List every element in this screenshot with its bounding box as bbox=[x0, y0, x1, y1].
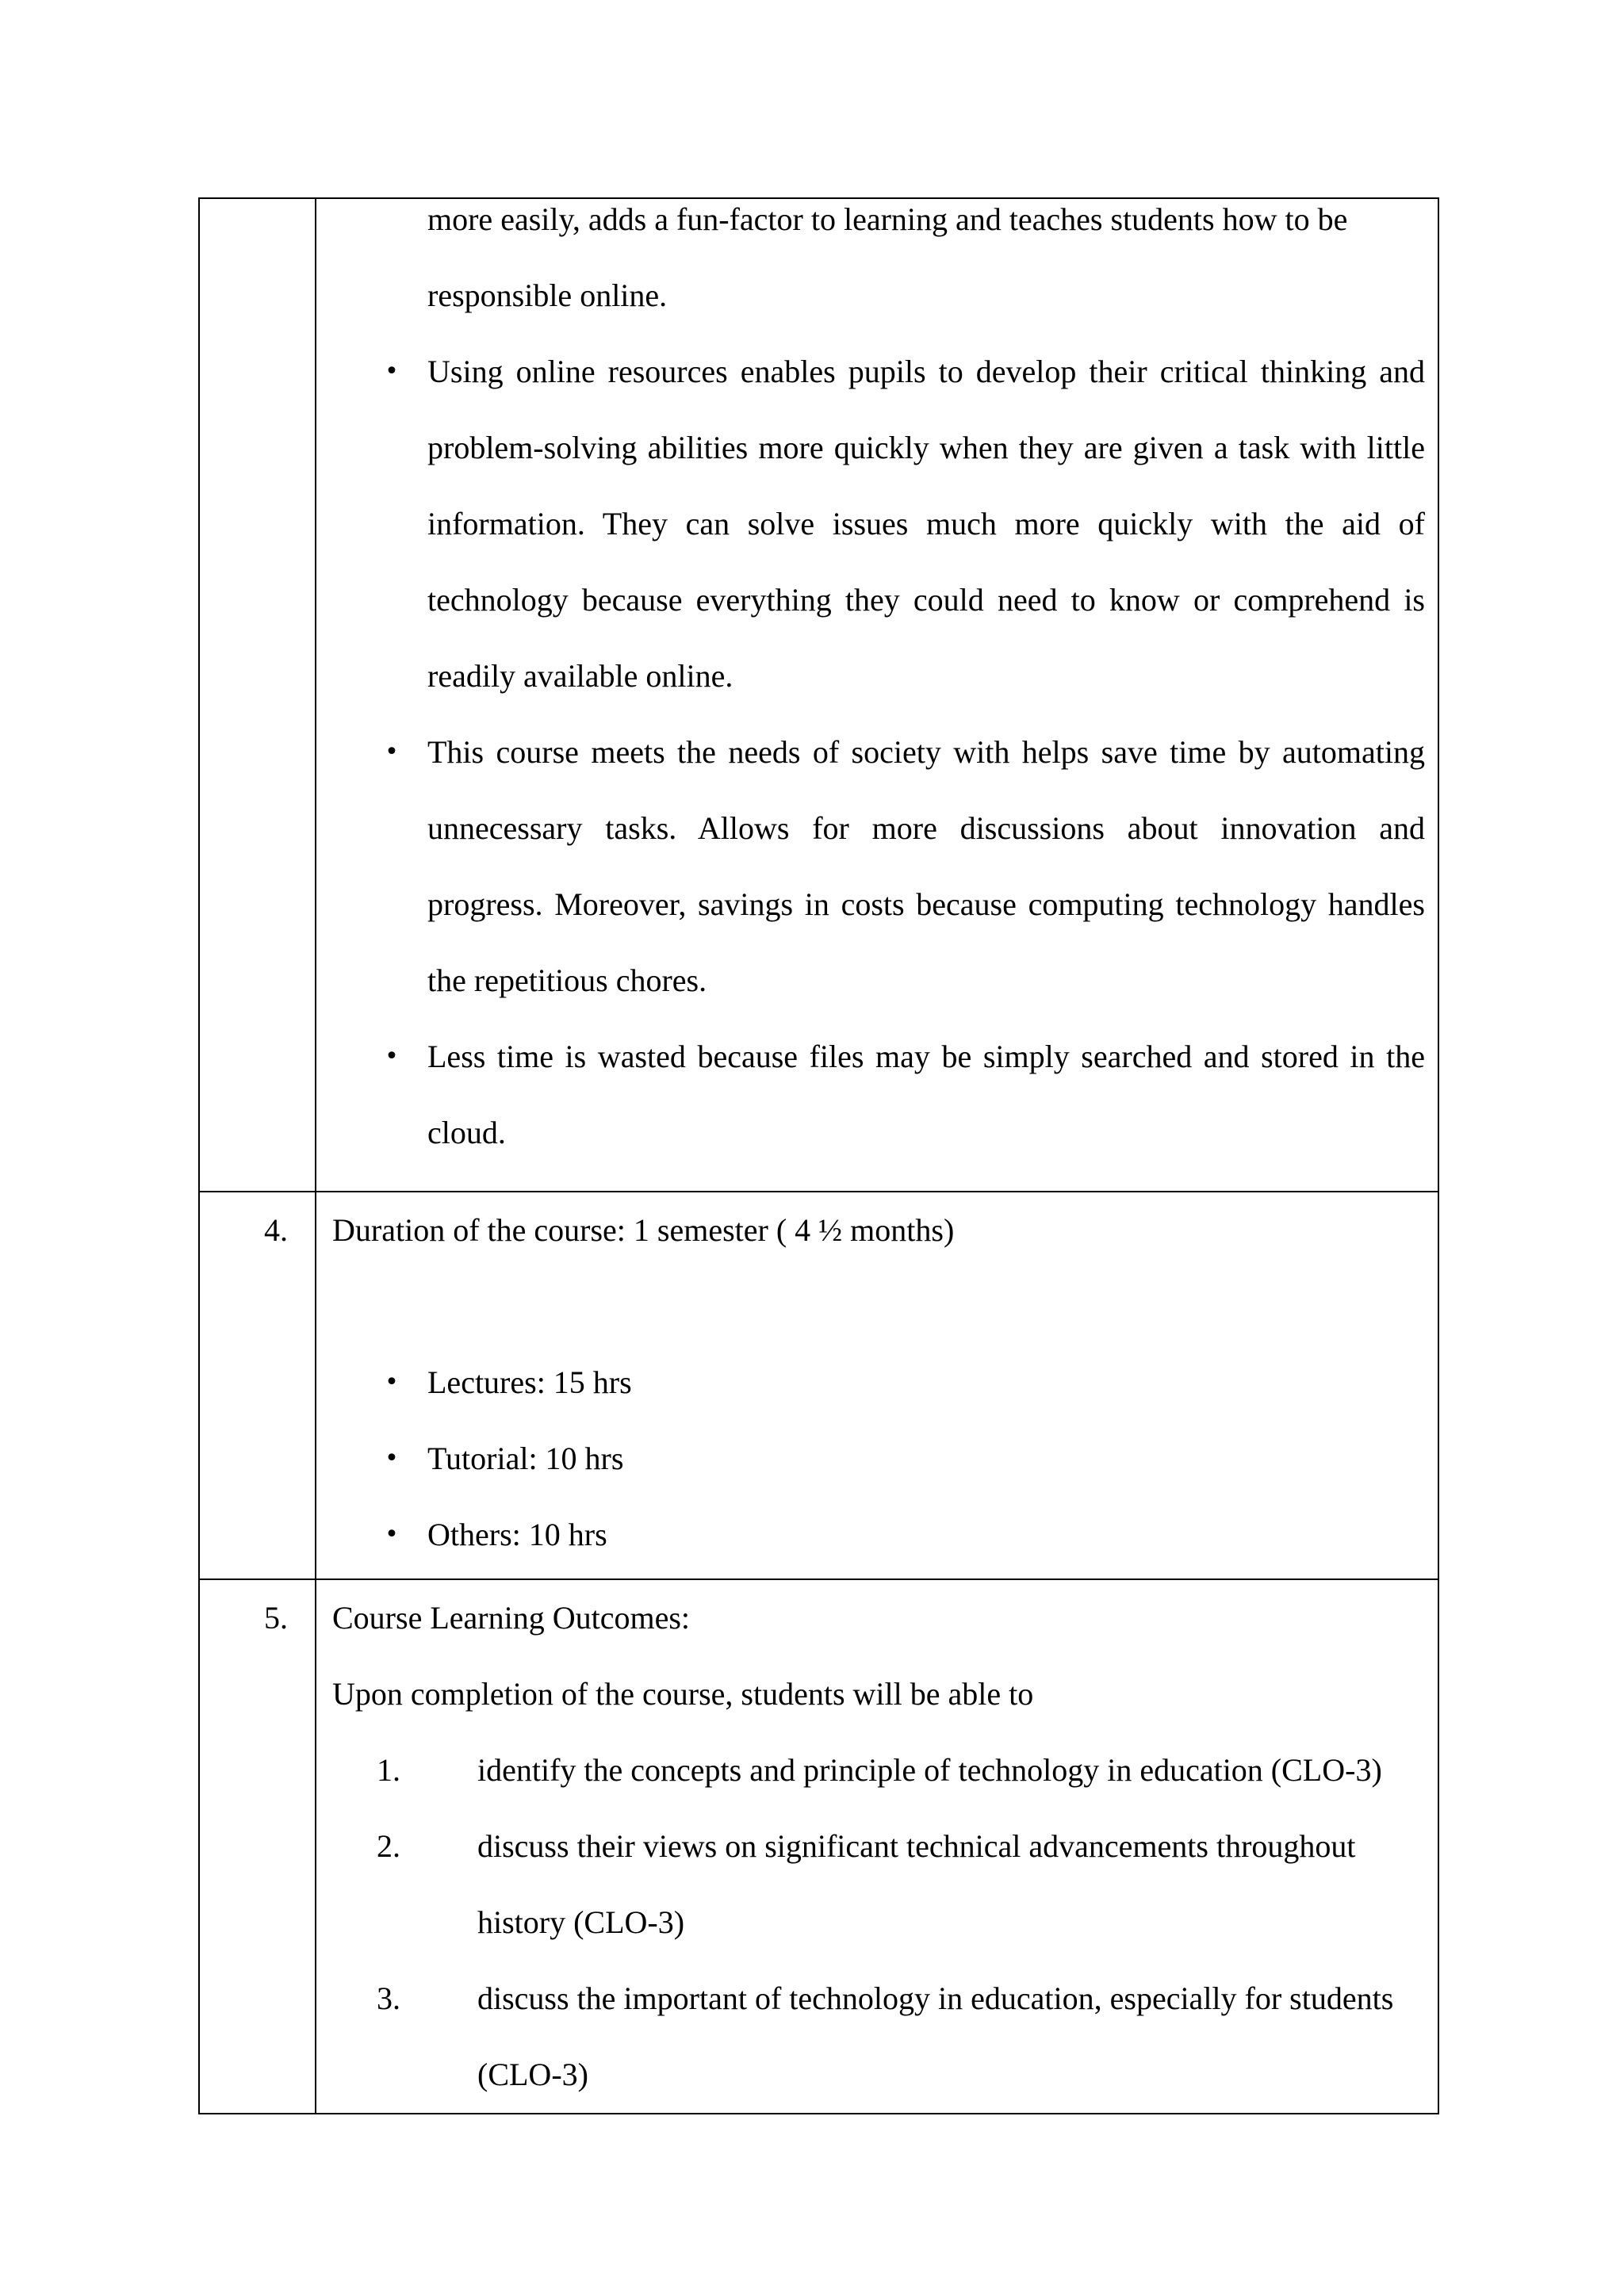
bullet-icon: • bbox=[385, 738, 399, 766]
outcomes-heading: Course Learning Outcomes: bbox=[332, 1600, 690, 1636]
row-content-cell bbox=[316, 198, 1438, 1192]
list-item bbox=[316, 1345, 1438, 1421]
duration-heading: Duration of the course: 1 semester ( 4 ½ months) bbox=[332, 1212, 955, 1248]
course-info-table bbox=[198, 197, 1439, 2114]
bullet-icon: • bbox=[385, 1445, 399, 1472]
list-item-number: 2. bbox=[377, 1828, 400, 1864]
table-row-continued bbox=[199, 198, 1438, 1192]
list-item bbox=[316, 1497, 1438, 1573]
spacer bbox=[316, 1269, 1438, 1345]
row-number-cell: 4. bbox=[199, 1192, 316, 1579]
table-row-outcomes bbox=[199, 1579, 1438, 2114]
list-item-text: Others: 10 hrs bbox=[427, 1517, 607, 1552]
list-item bbox=[316, 714, 1438, 1019]
list-item-text: Lectures: 15 hrs bbox=[427, 1364, 632, 1400]
list-item-number: 3. bbox=[377, 1980, 400, 2016]
list-item-text: Using online resources enables pupils to develop their critical thinking and problem-solving abilities more quickly when they are given a task with little information. They can solve issues much more quickly with the aid of technology because everything they could need to know or comprehend is readily available online. bbox=[427, 354, 1425, 694]
bullet-icon: • bbox=[385, 1368, 399, 1396]
list-item-text: Tutorial: 10 hrs bbox=[427, 1441, 624, 1476]
row-number-cell bbox=[199, 198, 316, 1192]
table-row-duration bbox=[199, 1192, 1438, 1579]
list-item bbox=[316, 1732, 1438, 1808]
bullet-icon: • bbox=[385, 358, 399, 385]
outcomes-intro: Upon completion of the course, students will be able to bbox=[332, 1676, 1034, 1712]
list-item-text: Less time is wasted because files may be simply searched and stored in the cloud. bbox=[427, 1039, 1425, 1150]
list-item bbox=[316, 1421, 1438, 1497]
list-item bbox=[316, 334, 1438, 714]
list-item-text: identify the concepts and principle of technology in education (CLO-3) bbox=[477, 1752, 1382, 1788]
row-content-cell bbox=[316, 1192, 1438, 1579]
list-item-text: This course meets the needs of society with helps save time by automating unnecessary tasks. Allows for more discussions about innovation and progress. Moreover, savings in costs because computing technology handles the repetitious chores. bbox=[427, 734, 1425, 998]
outcomes-list bbox=[316, 1732, 1438, 2113]
list-item-text: discuss their views on significant technical advancements throughout history (CLO-3) bbox=[477, 1828, 1356, 1940]
row-number-cell: 5. bbox=[199, 1579, 316, 2114]
bullet-list bbox=[316, 1345, 1438, 1573]
bullet-icon: • bbox=[385, 1043, 399, 1070]
bullet-icon: • bbox=[385, 1521, 399, 1548]
list-item bbox=[316, 1808, 1438, 1961]
list-item bbox=[316, 1961, 1438, 2113]
list-item-number: 1. bbox=[377, 1752, 400, 1788]
list-item bbox=[316, 1019, 1438, 1171]
row-content-cell bbox=[316, 1579, 1438, 2114]
bullet-list bbox=[316, 334, 1438, 1171]
list-item-text: discuss the important of technology in education, especially for students (CLO-3) bbox=[477, 1980, 1394, 2092]
continued-paragraph: more easily, adds a fun-factor to learning and teaches students how to be responsible online. bbox=[427, 201, 1348, 313]
